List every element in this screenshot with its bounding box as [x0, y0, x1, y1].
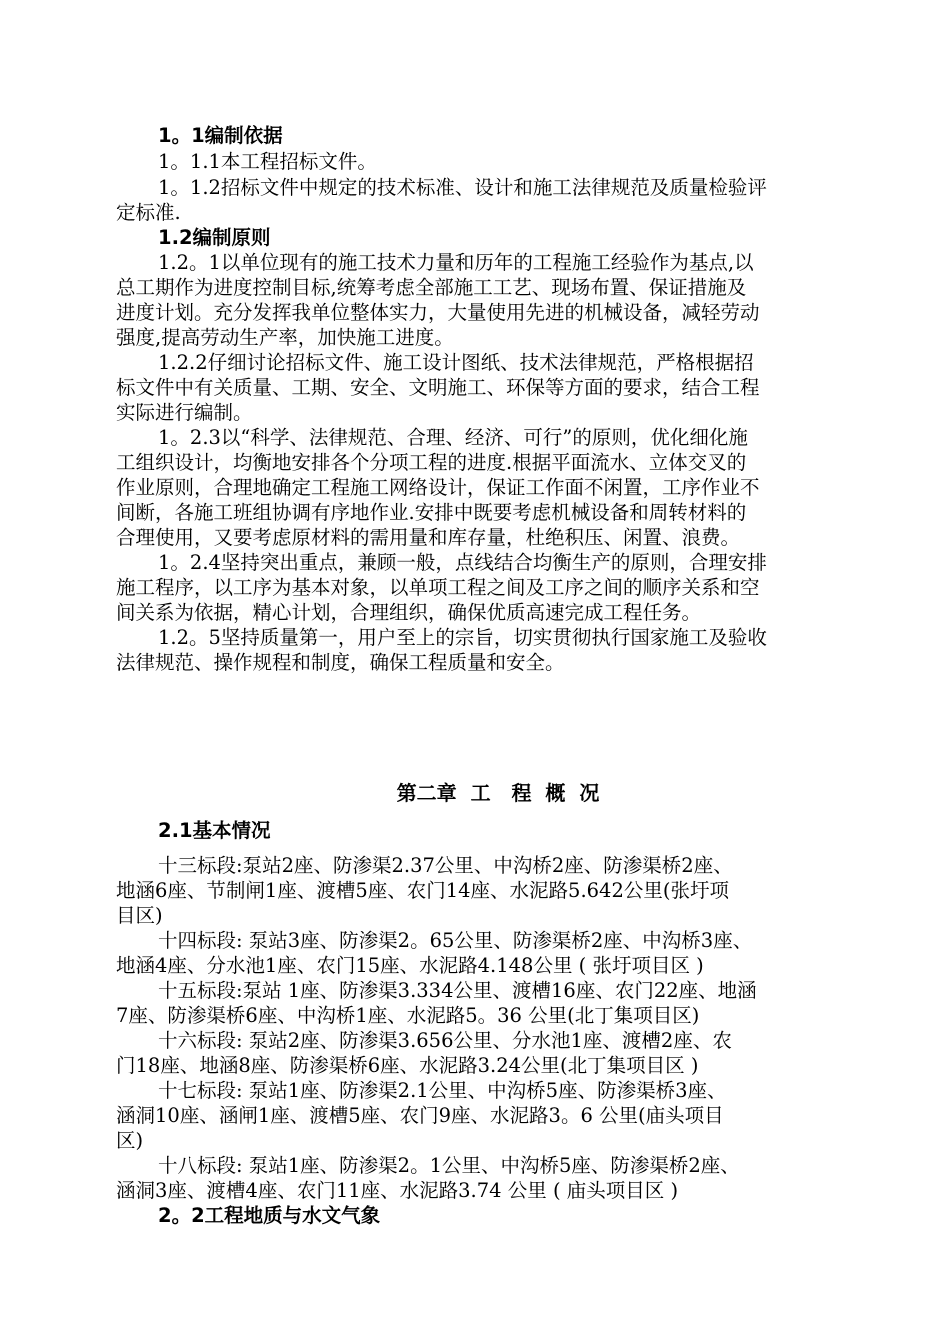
paragraph-line: 1。2.3以“科学、法律规范、合理、经济、可行”的原则，优化细化施	[158, 426, 748, 449]
paragraph-line: 地涵6座、节制闸1座、渡槽5座、农门14座、水泥路5.642公里(张圩项	[116, 879, 729, 902]
paragraph-line: 定标准.	[116, 201, 181, 224]
paragraph-line: 十三标段:泵站2座、防渗渠2.37公里、中沟桥2座、防渗渠桥2座、	[158, 854, 733, 877]
paragraph-line: 作业原则，合理地确定工程施工网络设计，保证工作面不闲置，工序作业不	[116, 476, 760, 499]
paragraph-line: 1。1.2招标文件中规定的技术标准、设计和施工法律规范及质量检验评	[158, 176, 767, 199]
paragraph-line: 十八标段: 泵站1座、防渗渠2。1公里、中沟桥5座、防渗渠桥2座、	[158, 1154, 740, 1177]
paragraph-line: 目区)	[116, 904, 163, 927]
paragraph-line: 十五标段:泵站 1座、防渗渠3.334公里、渡槽16座、农门22座、地涵	[158, 979, 757, 1002]
paragraph-line: 1.2.2仔细讨论招标文件、施工设计图纸、技术法律规范，严格根据招	[158, 351, 754, 374]
paragraph-line: 进度计划。充分发挥我单位整体实力，大量使用先进的机械设备，减轻劳动	[116, 301, 760, 324]
paragraph-line: 地涵4座、分水池1座、农门15座、水泥路4.148公里 ( 张圩项目区 )	[116, 954, 704, 977]
paragraph-line: 涵洞10座、涵闸1座、渡槽5座、农门9座、水泥路3。6 公里(庙头项目	[116, 1104, 724, 1127]
paragraph-line: 1.2。5坚持质量第一，用户至上的宗旨，切实贯彻执行国家施工及验收	[158, 626, 767, 649]
paragraph-line: 总工期作为进度控制目标,统筹考虑全部施工工艺、现场布置、保证措施及	[116, 276, 747, 299]
section-1-1-heading: 1。1编制依据	[158, 124, 283, 147]
paragraph-line: 十六标段: 泵站2座、防渗渠3.656公里、分水池1座、渡槽2座、农	[158, 1029, 732, 1052]
paragraph-line: 区)	[116, 1129, 144, 1152]
paragraph-line: 1。2.4坚持突出重点，兼顾一般，点线结合均衡生产的原则，合理安排	[158, 551, 767, 574]
paragraph-line: 1.2。1以单位现有的施工技术力量和历年的工程施工经验作为基点,以	[158, 251, 754, 274]
paragraph-line: 十四标段: 泵站3座、防渗渠2。65公里、防渗渠桥2座、中沟桥3座、	[158, 929, 753, 952]
paragraph-line: 施工程序，以工序为基本对象，以单项工程之间及工序之间的顺序关系和空	[116, 576, 760, 599]
paragraph-line: 十七标段: 泵站1座、防渗渠2.1公里、中沟桥5座、防渗渠桥3座、	[158, 1079, 727, 1102]
section-2-2-heading: 2。2工程地质与水文气象	[158, 1204, 381, 1227]
paragraph-line: 强度,提高劳动生产率，加快施工进度。	[116, 326, 454, 349]
paragraph-line: 法律规范、操作规程和制度，确保工程质量和安全。	[116, 651, 565, 674]
paragraph-line: 1。1.1本工程招标文件。	[158, 150, 377, 173]
section-2-1-heading: 2.1基本情况	[158, 819, 271, 842]
paragraph-line: 实际进行编制。	[116, 401, 253, 424]
paragraph-line: 门18座、地涵8座、防渗渠桥6座、水泥路3.24公里(北丁集项目区 )	[116, 1054, 699, 1077]
chapter-title: 第二章 工 程 概 况	[396, 781, 600, 805]
paragraph-line: 涵洞3座、渡槽4座、农门11座、水泥路3.74 公里 ( 庙头项目区 )	[116, 1179, 679, 1202]
paragraph-line: 间关系为依据，精心计划，合理组织，确保优质高速完成工程任务。	[116, 601, 702, 624]
section-1-2-heading: 1.2编制原则	[158, 226, 271, 249]
paragraph-line: 7座、防渗渠桥6座、中沟桥1座、水泥路5。36 公里(北丁集项目区)	[116, 1004, 700, 1027]
paragraph-line: 工组织设计，均衡地安排各个分项工程的进度.根据平面流水、立体交叉的	[116, 451, 747, 474]
paragraph-line: 合理使用，又要考虑原材料的需用量和库存量，杜绝积压、闲置、浪费。	[116, 526, 741, 549]
paragraph-line: 标文件中有关质量、工期、安全、文明施工、环保等方面的要求，结合工程	[116, 376, 760, 399]
paragraph-line: 间断，各施工班组协调有序地作业.安排中既要考虑机械设备和周转材料的	[116, 501, 747, 524]
